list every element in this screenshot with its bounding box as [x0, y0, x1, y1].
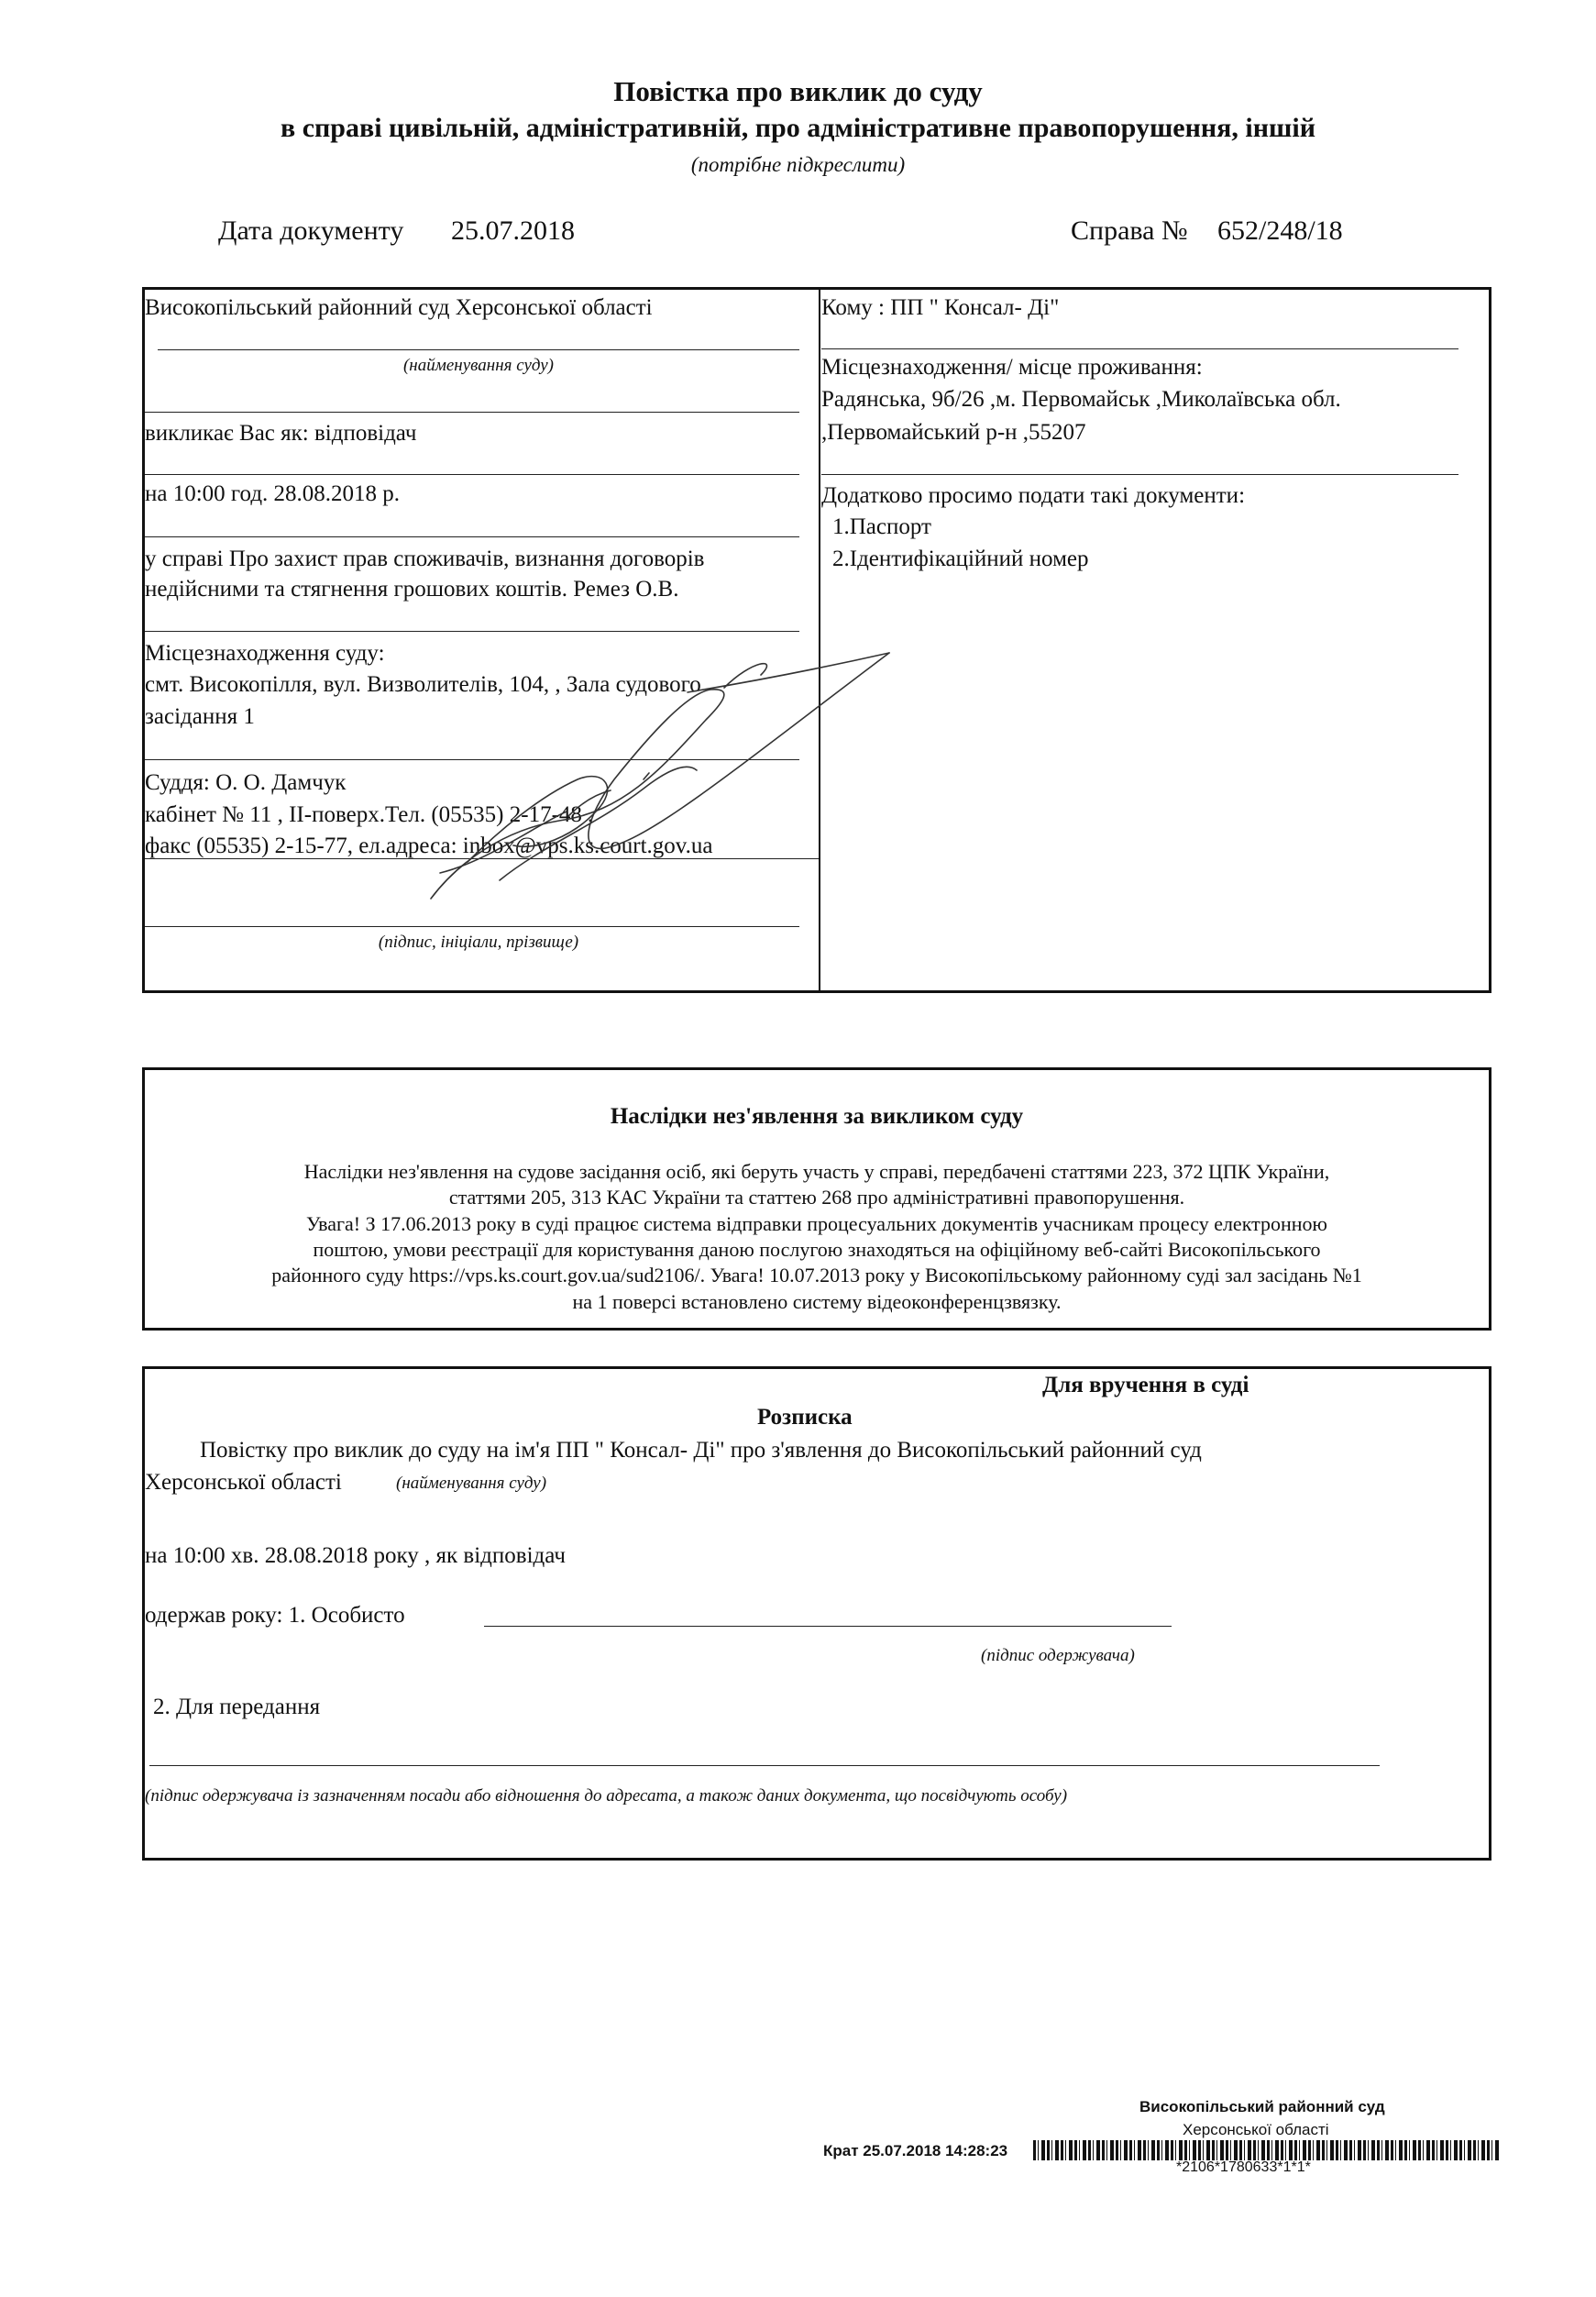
summons-role-line	[145, 474, 799, 475]
address-line1: Радянська, 9б/26 ,м. Первомайськ ,Миколаївська обл.	[821, 387, 1341, 412]
address-label: Місцезнаходження/ місце проживання:	[821, 355, 1203, 380]
judge-name: Суддя: О. О. Дамчук	[145, 770, 347, 795]
receipt-line2: Херсонської області	[145, 1470, 342, 1495]
consequences-line4: поштою, умови реєстрації для користування даною послугою знаходяться на офіційному веб-сайті Високопільського	[313, 1238, 1321, 1261]
receipt-line1: Повістку про виклик до суду на ім'я ПП " Консал- Ді" про з'явлення до Високопільський районний суд	[200, 1438, 1202, 1463]
summons-role: викликає Вас як: відповідач	[145, 421, 417, 446]
judge-signature	[303, 633, 908, 908]
court-name-caption: (найменування суду)	[402, 356, 555, 375]
court-location-label: Місцезнаходження суду:	[145, 641, 385, 666]
document-subtitle: в справі цивільній, адміністративній, про адміністративне правопорушення, іншій	[281, 113, 1315, 143]
receipt-court-caption: (найменування суду)	[396, 1474, 547, 1493]
court-location-line1: смт. Високопілля, вул. Визволителів, 104, , Зала судового	[145, 672, 701, 697]
case-subject-line2: недійсними та стягнення грошових коштів. Ремез О.В.	[145, 577, 679, 602]
footer-court-line2: Херсонської області	[1183, 2121, 1329, 2138]
recipient-line	[821, 348, 1458, 349]
case-label: Справа №	[1071, 215, 1188, 246]
address-line2: ,Первомайський р-н ,55207	[821, 420, 1086, 445]
receipt-title: Розписка	[757, 1405, 853, 1430]
consequences-line6: на 1 поверсі встановлено систему відеоконференцзвязку.	[572, 1290, 1062, 1313]
document-title: Повістка про виклик до суду	[613, 75, 983, 107]
receipt-transfer: 2. Для передання	[153, 1695, 321, 1719]
consequences-line3: Увага! З 17.06.2013 року в суді працює система відправки процесуальних документів учасникам процесу електронною	[306, 1212, 1327, 1235]
judge-office: кабінет № 11 , ІІ-поверх.Тел. (05535) 2-17-48 ,	[145, 802, 594, 827]
footer-stamp: Крат 25.07.2018 14:28:23	[823, 2142, 1008, 2159]
recipient-signature-caption: (підпис одержувача)	[981, 1646, 1135, 1665]
court-caption-line	[145, 412, 799, 413]
required-doc-2: 2.Ідентифікаційний номер	[832, 547, 1089, 571]
transfer-signature-caption: (підпис одержувача із зазначенням посади або відношення до адресата, а також даних документа, що посвідчують особу)	[145, 1786, 1068, 1806]
recipient: Кому : ПП " Консал- Ді"	[821, 295, 1060, 320]
signature-line	[145, 926, 799, 927]
receipt-time: на 10:00 хв. 28.08.2018 року , як відповідач	[145, 1543, 566, 1568]
judge-contacts: факс (05535) 2-15-77, ел.адреса: inbox@vps.ks.court.gov.ua	[145, 834, 713, 858]
required-doc-1: 1.Паспорт	[832, 514, 931, 539]
footer-court-line1: Високопільський районний суд	[1139, 2098, 1385, 2115]
court-location-line2: засідання 1	[145, 704, 255, 729]
document-note: (потрібне підкреслити)	[690, 153, 906, 176]
signature-caption: (підпис, ініціали, прізвище)	[378, 933, 579, 952]
date-value: 25.07.2018	[451, 215, 575, 246]
date-label: Дата документу	[218, 215, 404, 246]
receipt-received: одержав року: 1. Особисто	[145, 1603, 405, 1628]
consequences-line1: Наслідки нез'явлення на судове засідання осіб, які беруть участь у справі, передбачені статтями 223, 372 ЦПК України,	[303, 1160, 1330, 1183]
court-name: Високопільський районний суд Херсонської області	[145, 295, 653, 320]
case-subject-line	[145, 631, 799, 632]
hearing-time-line	[145, 536, 799, 537]
recipient-signature-line	[484, 1626, 1172, 1627]
required-docs-label: Додатково просимо подати такі документи:	[821, 483, 1246, 508]
transfer-signature-line	[149, 1765, 1380, 1766]
address-line	[821, 474, 1458, 475]
case-number: 652/248/18	[1217, 215, 1343, 246]
for-court-label: Для вручення в суді	[1042, 1373, 1249, 1397]
consequences-line2: статтями 205, 313 КАС України та статтею 268 про адміністративні правопорушення.	[448, 1186, 1185, 1209]
footer-code: *2106*1780633*1*1*	[1176, 2159, 1311, 2175]
court-name-line	[158, 349, 799, 350]
consequences-line5: районного суду https://vps.ks.court.gov.ua/sud2106/. Увага! 10.07.2013 року у Високопільському районному суді зал засідань №1	[271, 1264, 1362, 1287]
consequences-title: Наслідки нез'явлення за викликом суду	[610, 1104, 1024, 1129]
case-subject-line1: у справі Про захист прав споживачів, визнання договорів	[145, 547, 705, 571]
hearing-time: на 10:00 год. 28.08.2018 р.	[145, 481, 401, 506]
footer-barcode	[1033, 2140, 1501, 2160]
